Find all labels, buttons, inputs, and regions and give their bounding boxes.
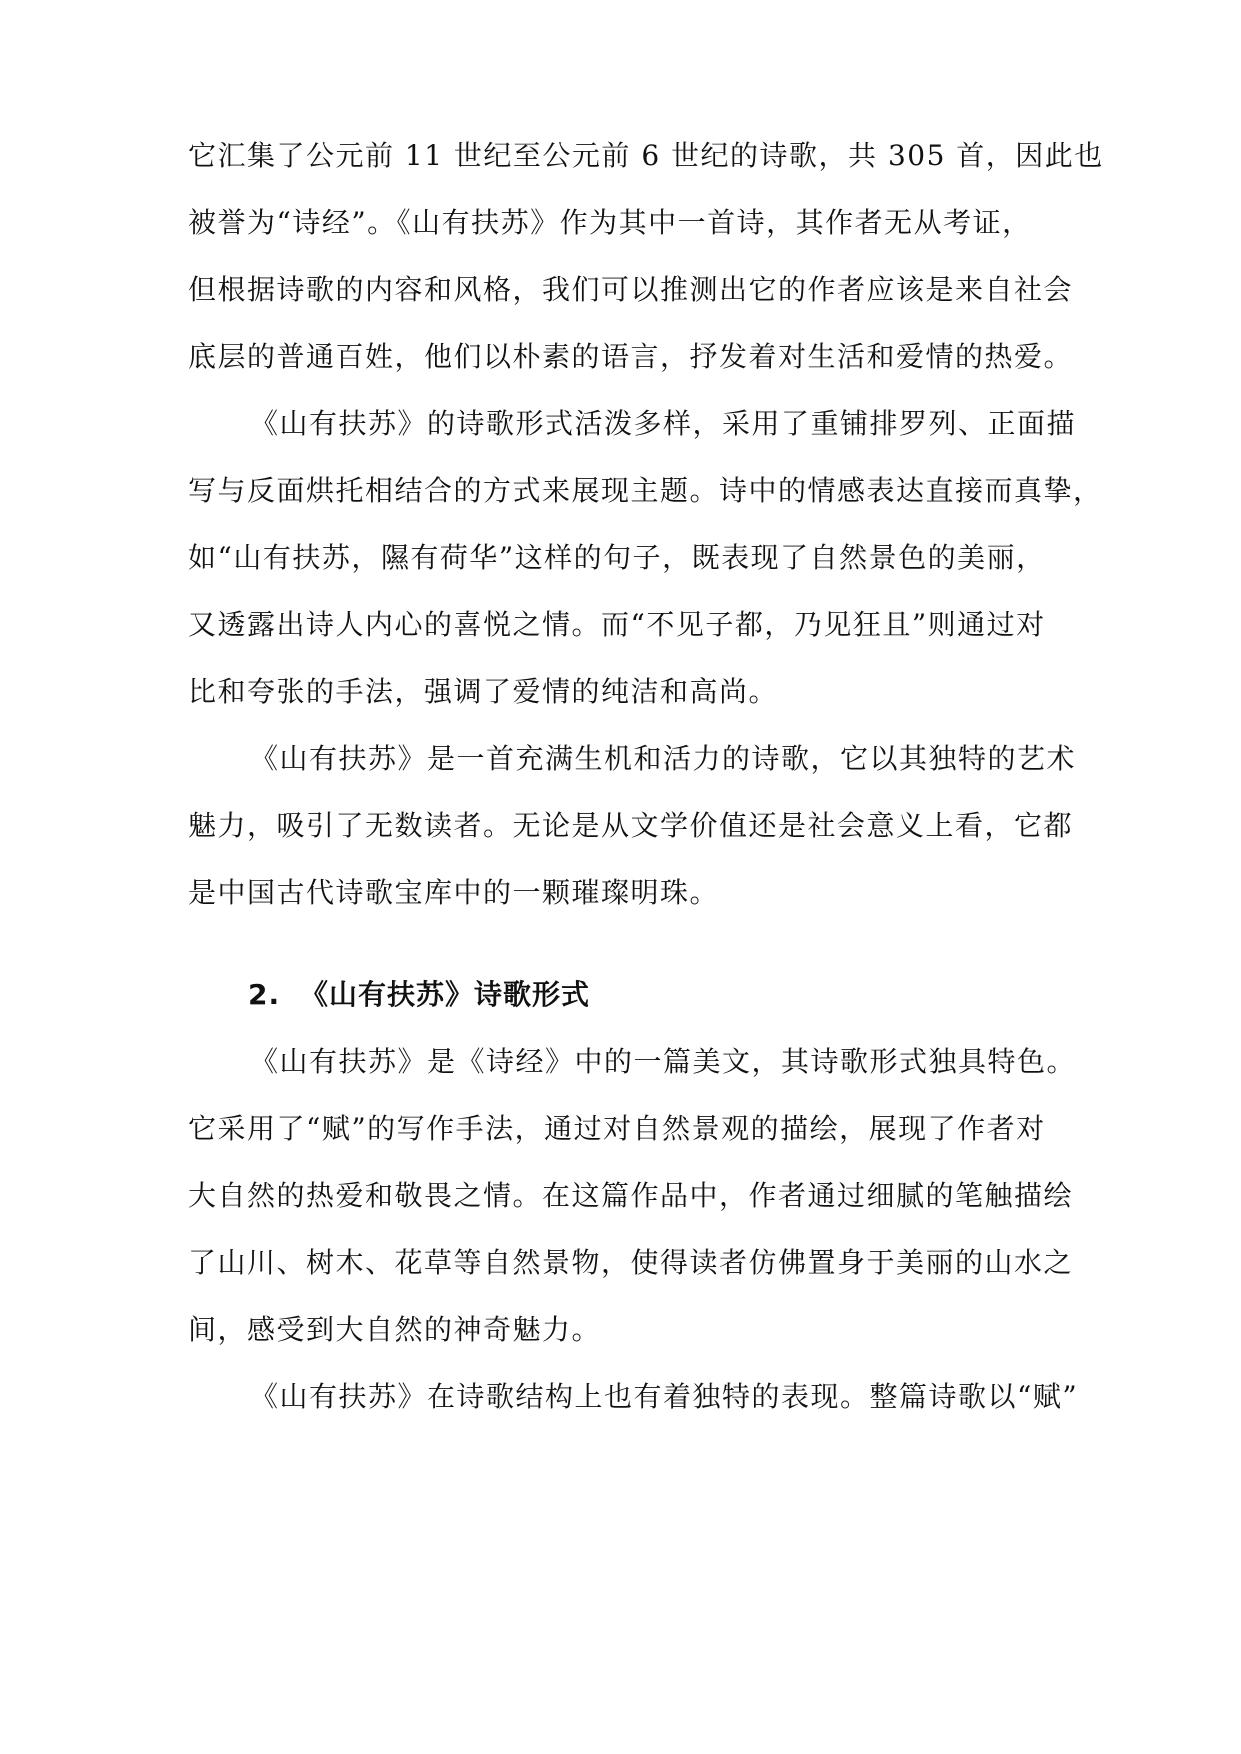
section-heading: [248, 978, 590, 1012]
section-title: 《山有扶苏》诗歌形式: [300, 978, 591, 1011]
section-paragraph-1-line-2: 它采用了“赋”的写作手法，通过对自然景观的描绘，展现了作者对: [188, 1112, 1046, 1145]
paragraph-1-line-1: 它汇集了公元前 11 世纪至公元前 6 世纪的诗歌，共 305 首，因此也: [188, 139, 1104, 172]
paragraph-2-line-1: 《山有扶苏》的诗歌形式活泼多样，采用了重铺排罗列、正面描: [250, 407, 1077, 440]
paragraph-3-line-3: 是中国古代诗歌宝库中的一颗璀璨明珠。: [188, 876, 720, 909]
paragraph-2-line-3: 如“山有扶苏，隰有荷华”这样的句子，既表现了自然景色的美丽，: [188, 541, 1046, 574]
paragraph-2-line-5: 比和夸张的手法，强调了爱情的纯洁和高尚。: [188, 675, 779, 708]
paragraph-1-line-3: 但根据诗歌的内容和风格，我们可以推测出它的作者应该是来自社会: [188, 273, 1074, 306]
paragraph-2-line-4: 又透露出诗人内心的喜悦之情。而“不见子都，乃见狂且”则通过对: [188, 608, 1046, 641]
paragraph-3-line-1: 《山有扶苏》是一首充满生机和活力的诗歌，它以其独特的艺术: [250, 742, 1077, 775]
section-paragraph-1-line-3: 大自然的热爱和敬畏之情。在这篇作品中，作者通过细腻的笔触描绘: [188, 1179, 1074, 1212]
paragraph-1-line-2: 被誉为“诗经”。《山有扶苏》作为其中一首诗，其作者无从考证，: [188, 206, 1032, 239]
section-paragraph-2-line-1: 《山有扶苏》在诗歌结构上也有着独特的表现。整篇诗歌以“赋”: [250, 1380, 1079, 1413]
section-paragraph-1-line-4: 了山川、树木、花草等自然景物，使得读者仿佛置身于美丽的山水之: [188, 1246, 1074, 1279]
section-paragraph-1-line-1: 《山有扶苏》是《诗经》中的一篇美文，其诗歌形式独具特色。: [250, 1045, 1077, 1078]
section-paragraph-1-line-5: 间，感受到大自然的神奇魅力。: [188, 1313, 602, 1346]
paragraph-3-line-2: 魅力，吸引了无数读者。无论是从文学价值还是社会意义上看，它都: [188, 809, 1074, 842]
paragraph-1-line-4: 底层的普通百姓，他们以朴素的语言，抒发着对生活和爱情的热爱。: [188, 340, 1074, 373]
section-number: 2.: [248, 978, 281, 1011]
paragraph-2-line-2: 写与反面烘托相结合的方式来展现主题。诗中的情感表达直接而真挚，: [188, 474, 1103, 507]
